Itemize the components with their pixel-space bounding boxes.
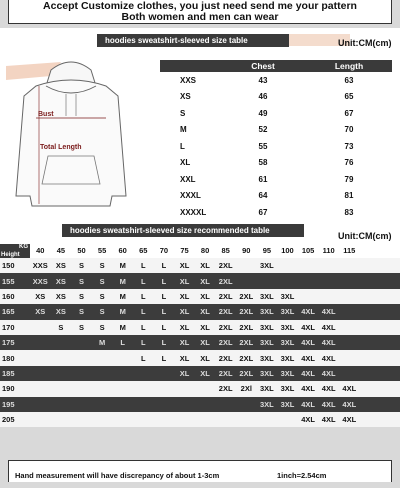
length-value: 83 [344,207,354,217]
table-row [160,138,392,155]
recommend-table-title: hoodies sweatshirt-sleeved size recommended table [62,224,304,237]
weight-header-95: 95 [262,246,272,255]
footer-note-box [8,460,392,482]
size-cell: XS [35,291,46,301]
size-cell: 2XL [218,261,233,271]
size-cell: 3XL [280,291,295,301]
weight-header-115: 115 [343,246,356,255]
size-cell: XL [200,338,210,348]
size-cell: XL [179,276,190,286]
weight-header-90: 90 [242,246,251,255]
size-cell: S [78,261,84,271]
size-cell: XXS [32,276,48,286]
size-cell: M [119,291,126,301]
size-cell: L [161,276,167,286]
size-label: M [180,125,187,135]
table-row [160,188,392,205]
size-cell: 2XL [218,307,233,317]
size-cell: 4XL [321,368,336,378]
size-cell: 4XL [301,368,315,378]
size-cell: 2XL [239,353,254,363]
size-cell: XL [200,276,210,286]
size-cell: 4XL [301,338,315,348]
size-cell: 4XL [301,322,315,332]
table-row [160,155,392,172]
size-cell: 3XL [260,261,274,271]
table-row [0,381,400,396]
size-cell: L [120,338,125,348]
weight-header-60: 60 [118,246,127,255]
bust-label: Bust [38,111,54,118]
size-cell: 2XL [218,291,233,301]
size-cell: XL [200,322,210,332]
size-cell: XL [179,368,190,378]
weight-header-45: 45 [56,246,66,255]
size-cell: XXS [32,261,48,271]
banner-line-1: Accept Customize clothes, you just need send me your pattern [43,0,357,12]
weight-header-85: 85 [221,246,230,255]
size-cell: 2XL [239,291,254,301]
size-cell: XL [179,353,190,363]
weight-header-100: 100 [281,246,294,255]
size-cell: XL [179,307,190,317]
size-cell: L [141,338,146,348]
size-cell: M [119,261,126,271]
height-label: 170 [2,322,15,332]
recommend-grid [0,258,400,427]
size-label: XL [180,158,191,168]
size-cell: S [99,261,105,271]
size-cell: XS [55,307,66,317]
size-cell: 2XL [218,353,233,363]
height-label: 190 [2,384,15,394]
size-cell: 4XL [301,415,315,425]
size-cell: 3XL [260,399,274,409]
size-cell: 2XL [218,276,233,286]
size-cell: XS [55,261,66,271]
size-cell: 2XL [218,384,233,394]
length-value: 67 [344,108,354,118]
hoodie-illustration [6,56,136,211]
size-cell: 4XL [321,307,336,317]
chest-value: 64 [258,191,268,201]
size-cell: 3XL [280,322,295,332]
size-cell: 4XL [321,399,336,409]
table-row [0,335,400,350]
size-cell: L [141,291,146,301]
size-cell: 2XL [239,338,254,348]
length-value: 76 [344,158,354,168]
size-cell: L [141,307,146,317]
weight-header-65: 65 [139,246,148,255]
size-cell: L [161,307,167,317]
size-cell: L [161,322,167,332]
table-row [160,171,392,188]
height-label: 150 [2,261,15,271]
size-cell: XS [55,276,66,286]
size-cell: S [78,322,84,332]
size-cell: 3XL [260,322,274,332]
size-cell: S [78,291,84,301]
height-label: 155 [2,276,15,286]
weight-header-110: 110 [322,246,335,255]
size-cell: 4XL [321,322,336,332]
weight-header-40: 40 [36,246,45,255]
size-cell: 3XL [280,399,295,409]
size-cell: 3XL [280,338,295,348]
size-cell: S [99,276,105,286]
size-label: S [180,108,186,118]
chest-value: 52 [258,125,268,135]
size-label: XXXXL [180,207,207,217]
footer-note: Hand measurement will have discrepancy of about 1-3cm [15,471,220,480]
weight-header-105: 105 [301,246,315,255]
size-cell: S [99,307,105,317]
size-cell: 3XL [260,384,274,394]
recommend-grid-header [0,244,400,258]
corner-cell [0,244,30,258]
size-cell: L [141,322,146,332]
weight-header-70: 70 [159,246,169,255]
size-cell: 2XL [218,338,233,348]
size-cell: XL [200,368,210,378]
chest-value: 55 [258,141,268,151]
table-row [160,105,392,122]
size-cell: M [119,322,126,332]
size-header-blank [160,60,220,72]
size-header-chest: Chest [220,60,306,72]
table-row [160,122,392,139]
size-cell: 4XL [342,399,357,409]
size-cell: 2Xl [240,384,252,394]
size-cell: 4XL [301,384,315,394]
length-value: 73 [344,141,354,151]
size-cell: XL [200,353,210,363]
weight-header-80: 80 [200,246,210,255]
length-value: 63 [344,75,354,85]
height-label: 160 [2,291,15,301]
size-cell: S [78,276,84,286]
size-cell: 4XL [321,338,336,348]
size-cell: 4XL [321,384,336,394]
size-cell: 3XL [260,307,274,317]
size-cell: L [161,261,167,271]
size-cell: M [119,276,126,286]
size-table-title: hoodies sweatshirt-sleeved size table [97,34,289,47]
size-cell: XL [179,291,190,301]
size-label: XS [180,92,191,102]
size-cell: 2XL [218,322,233,332]
chest-value: 61 [258,174,268,184]
size-cell: M [119,307,126,317]
size-cell: 4XL [321,353,336,363]
size-cell: L [161,338,167,348]
weight-header-50: 50 [77,246,86,255]
length-value: 81 [344,191,354,201]
size-cell: 4XL [321,415,336,425]
corner-height: Height [1,252,20,258]
size-cell: 4XL [301,353,315,363]
size-cell: XL [179,322,190,332]
height-label: 175 [2,338,15,348]
size-cell: S [99,291,105,301]
height-label: 165 [2,307,15,317]
size-cell: 4XL [301,307,315,317]
recommend-table-unit: Unit:CM(cm) [338,231,392,241]
size-cell: 3XL [280,353,295,363]
size-label: L [180,141,185,151]
size-cell: 4XL [342,384,357,394]
size-cell: XL [200,307,210,317]
weight-header-75: 75 [180,246,189,255]
size-header-length: Length [306,60,392,72]
length-value: 65 [344,92,354,102]
table-row [0,289,400,304]
size-cell: XL [200,291,210,301]
size-cell: L [141,276,146,286]
footer-inch: 1inch=2.54cm [277,471,327,480]
size-cell: XL [179,261,190,271]
size-label: XXL [180,174,196,184]
table-row [0,304,400,319]
table-row [0,397,400,412]
chest-value: 43 [258,75,268,85]
table-row [0,366,400,381]
table-row [0,350,400,365]
size-cell: 2XL [239,368,254,378]
hoodie-icon [6,56,136,211]
size-cell: XS [55,291,66,301]
size-cell: 3XL [260,338,274,348]
table-row [0,273,400,288]
top-banner [8,0,392,24]
table-row [0,412,400,427]
size-table-header [160,60,392,72]
size-cell: 4XL [301,399,315,409]
chest-value: 46 [258,92,268,102]
size-label: XXS [180,75,197,85]
table-row [0,320,400,335]
banner-line-2: Both women and men can wear [121,11,279,23]
size-cell: S [58,322,64,332]
size-label: XXXL [180,191,201,201]
total-length-label: Total Length [40,144,82,151]
height-label: 205 [2,415,15,425]
size-cell: 2XL [218,368,233,378]
weight-header-55: 55 [97,246,107,255]
corner-kg: KG [19,244,28,250]
height-label: 185 [2,368,15,378]
size-cell: L [161,291,167,301]
size-cell: 2XL [239,322,254,332]
table-row [160,89,392,106]
table-row [160,204,392,221]
size-table [160,60,392,221]
size-cell: M [98,338,106,348]
length-value: 79 [344,174,354,184]
size-cell: 3XL [280,384,295,394]
size-cell: XS [35,307,46,317]
size-cell: 3XL [260,368,274,378]
height-label: 180 [2,353,15,363]
size-cell: 3XL [280,307,295,317]
table-row [0,258,400,273]
size-cell: 3XL [280,368,295,378]
size-cell: L [161,353,167,363]
size-cell: S [99,322,105,332]
chest-value: 49 [258,108,268,118]
chest-value: 67 [258,207,268,217]
size-cell: XL [200,261,210,271]
size-cell: 3XL [260,353,274,363]
size-cell: 4XL [342,415,357,425]
size-cell: L [141,353,146,363]
table-row [160,72,392,89]
size-cell: S [78,307,84,317]
size-cell: L [141,261,146,271]
size-cell: XL [179,338,190,348]
chest-value: 58 [258,158,268,168]
size-cell: 3XL [260,291,274,301]
height-label: 195 [2,399,15,409]
size-cell: 2XL [239,307,254,317]
size-table-unit: Unit:CM(cm) [338,38,392,48]
length-value: 70 [344,125,354,135]
